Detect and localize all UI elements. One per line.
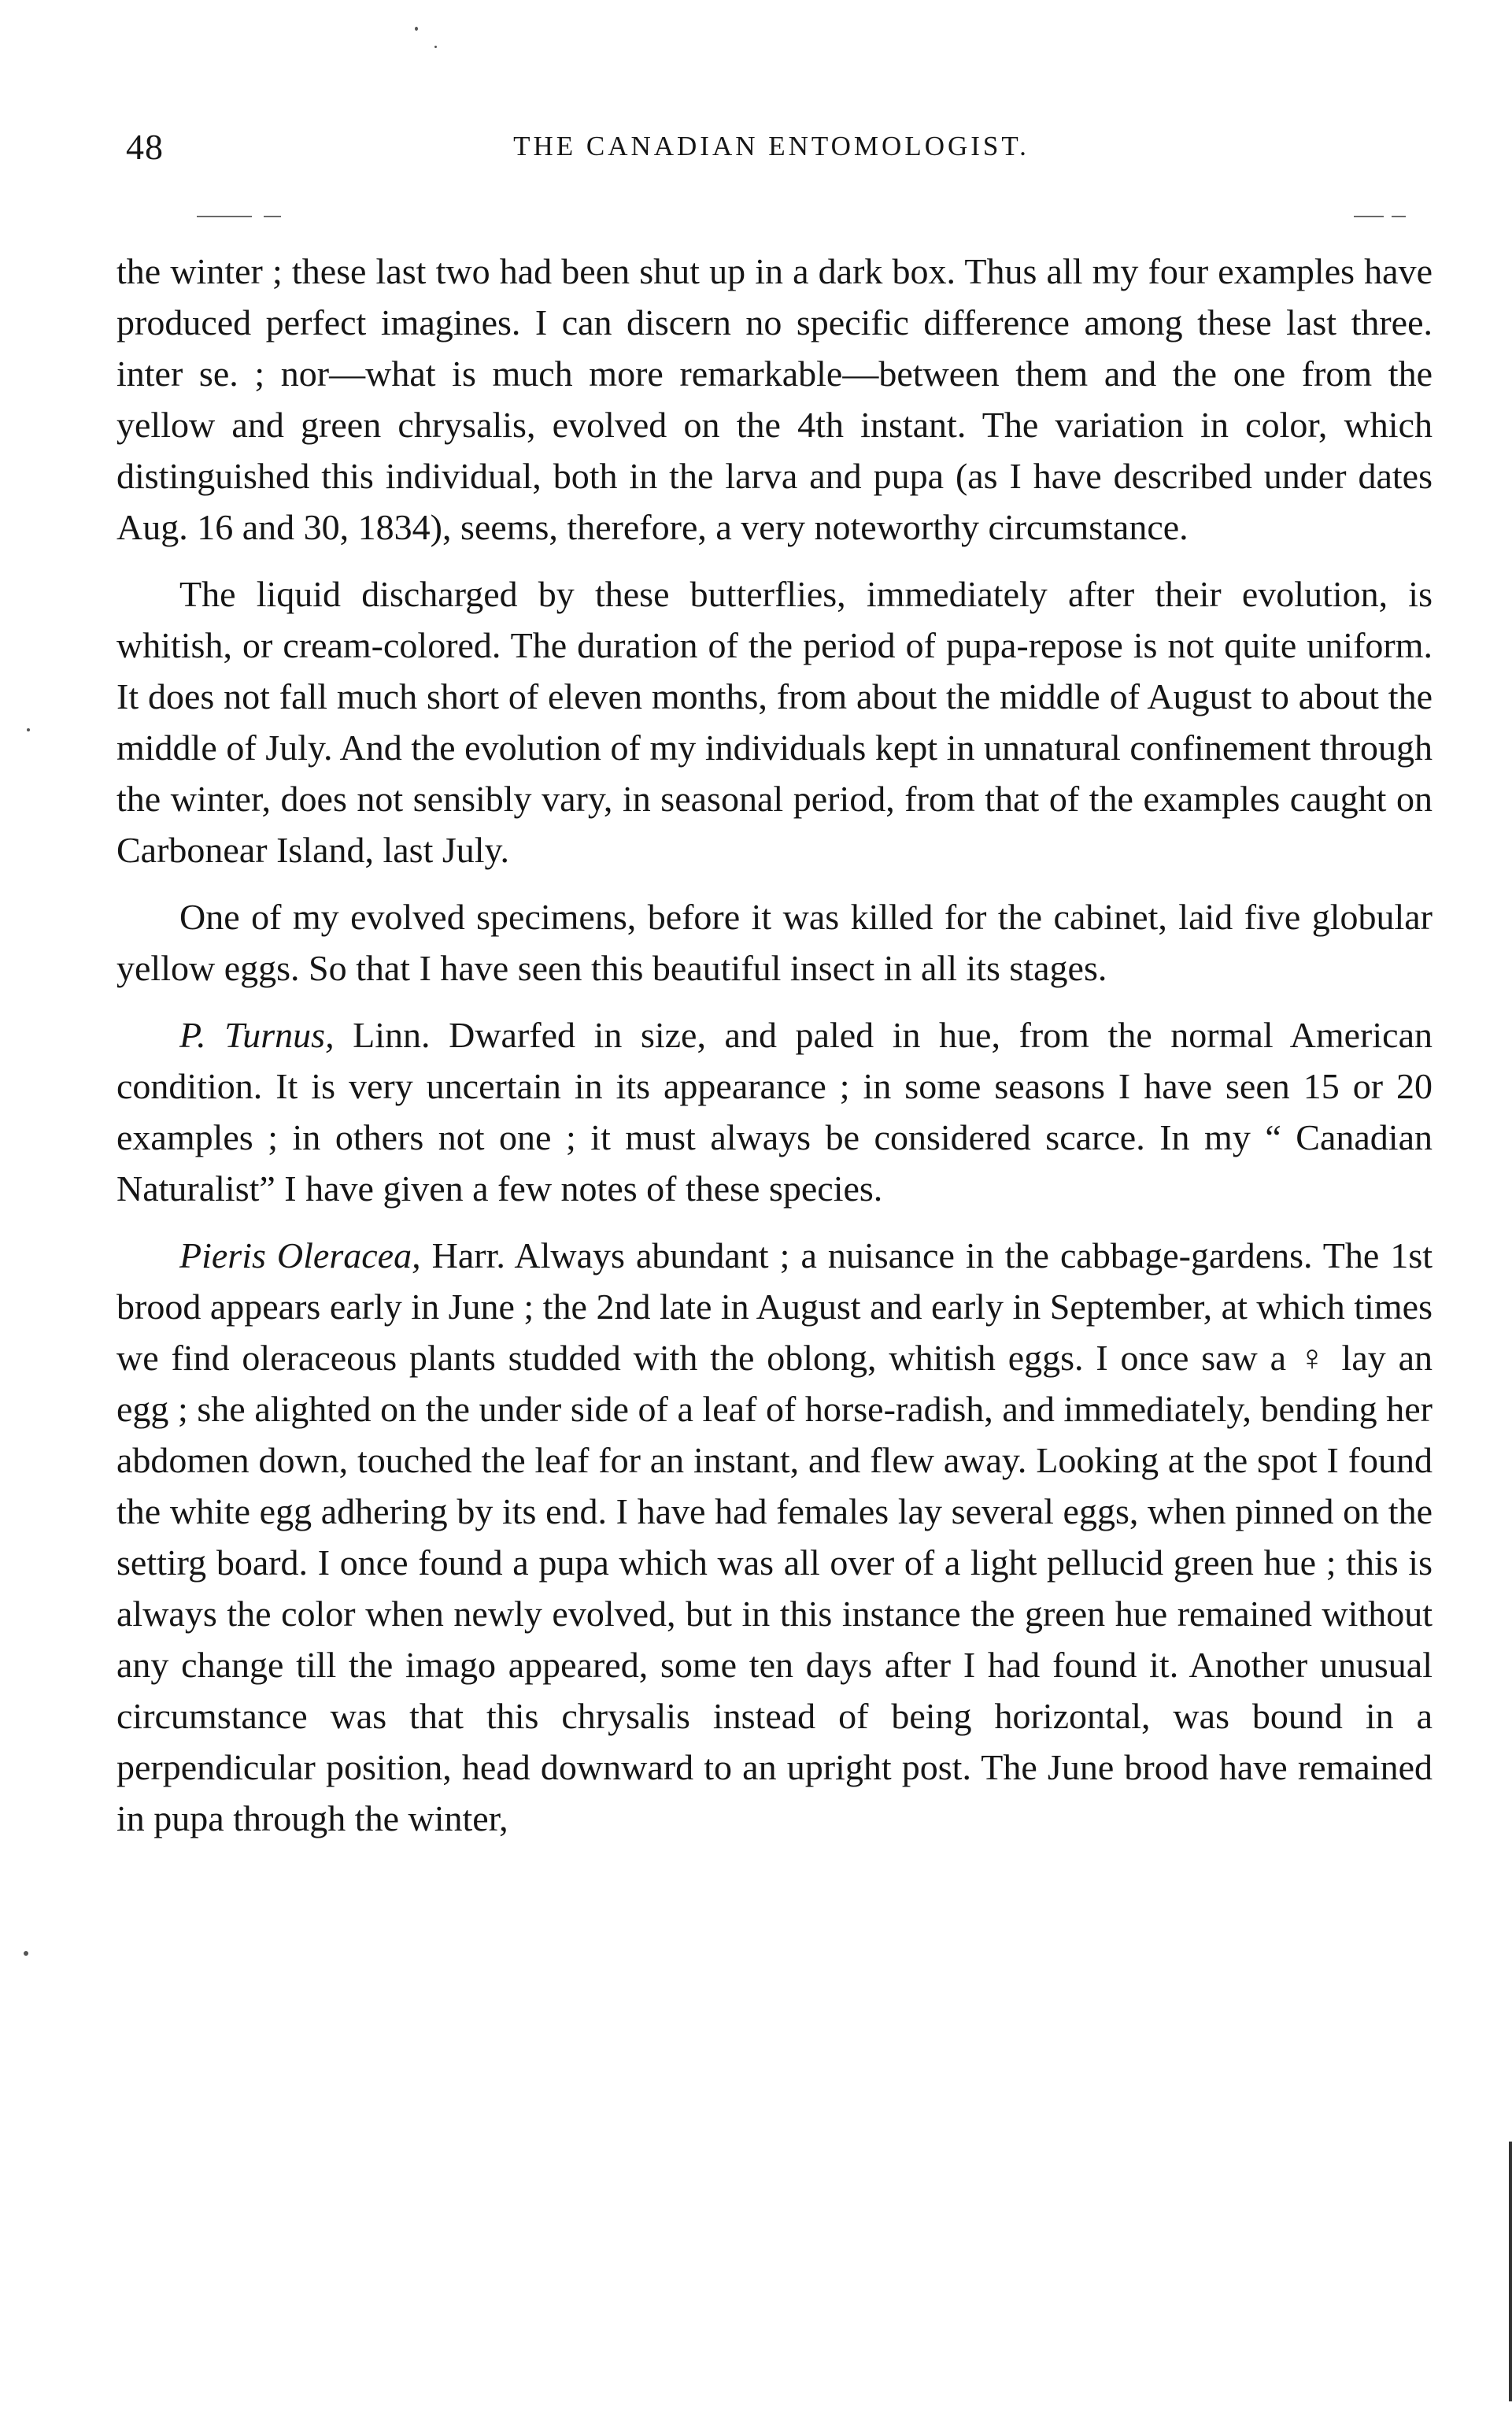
header-rule-left-fragment: [264, 216, 281, 217]
paragraph-continuation: the winter ; these last two had been shut up in a dark box. Thus all my four examples have produced perfect imagines. I can discern no specific difference among these last three. inter se. ; nor—what is much more remarkable—between them and the one from the yellow and green chrysalis, evolved on the 4th instant. The variation in color, which distinguished this individual, both in the larva and pupa (as I have described under dates Aug. 16 and 30, 1834), seems, therefore, a very noteworthy circumstance.: [116, 251, 1433, 547]
margin-dot: [24, 1951, 28, 1956]
paragraph-pieris-oleracea: [116, 1230, 1433, 1844]
article-body: [116, 246, 1433, 1844]
journal-title: THE CANADIAN ENTOMOLOGIST.: [513, 131, 1030, 161]
running-head: [118, 126, 1425, 181]
scan-speck: [415, 27, 418, 31]
scan-speck: [434, 46, 437, 48]
page-edge-shadow: [1509, 2142, 1512, 2401]
species-name-pieris-oleracea: Pieris Oleracea,: [179, 1235, 421, 1275]
paragraph-evolved-specimens: One of my evolved specimens, before it was killed for the cabinet, laid five globular yellow eggs. So that I have seen this beautiful insect in all its stages.: [116, 897, 1433, 988]
paragraph-p-turnus: [116, 1009, 1433, 1214]
p-turnus-description: Linn. Dwarfed in size, and paled in hue, from the normal American condition. It is very uncertain in its appearance ; in some seasons I have seen 15 or 20 examples ; in others not one ; it must always be considered scarce. In my “ Canadian Naturalist” I have given a few notes of these species.: [116, 1015, 1433, 1209]
paragraph-liquid-discharge: The liquid discharged by these butterflies, immediately after their evolution, is whitish, or cream-colored. The duration of the period of pupa-repose is not quite uniform. It does not fall much short of eleven months, from about the middle of August to about the middle of July. And the evolution of my individuals kept in unnatural confinement through the winter, does not sensibly vary, in seasonal period, from that of the examples caught on Carbonear Island, last July.: [116, 574, 1433, 870]
margin-dot: [27, 728, 30, 731]
header-rule-right-fragment: [1392, 216, 1406, 217]
header-rule-right: [1354, 216, 1384, 217]
species-name-p-turnus: P. Turnus,: [179, 1015, 335, 1055]
header-rule-left: [197, 216, 252, 217]
pieris-oleracea-description: Harr. Always abundant ; a nuisance in the cabbage-gardens. The 1st brood appears early in June ; the 2nd late in August and early in September, at which times we find oleraceous plants studded with the oblong, whitish eggs. I once saw a ♀ lay an egg ; she alighted on the under side of a leaf of horse-radish, and immediately, bending her abdomen down, touched the leaf for an instant, and flew away. Looking at the spot I found the white egg adhering by its end. I have had females lay several eggs, when pinned on the settirg board. I once found a pupa which was all over of a light pellucid green hue ; this is always the color when newly evolved, but in this instance the green hue remained without any change till the imago appeared, some ten days after I had found it. Another unusual circumstance was that this chrysalis instead of being horizontal, was bound in a perpendicular position, head downward to an upright post. The June brood have remained in pupa through the winter,: [116, 1235, 1433, 1838]
page-number: 48: [126, 127, 164, 167]
